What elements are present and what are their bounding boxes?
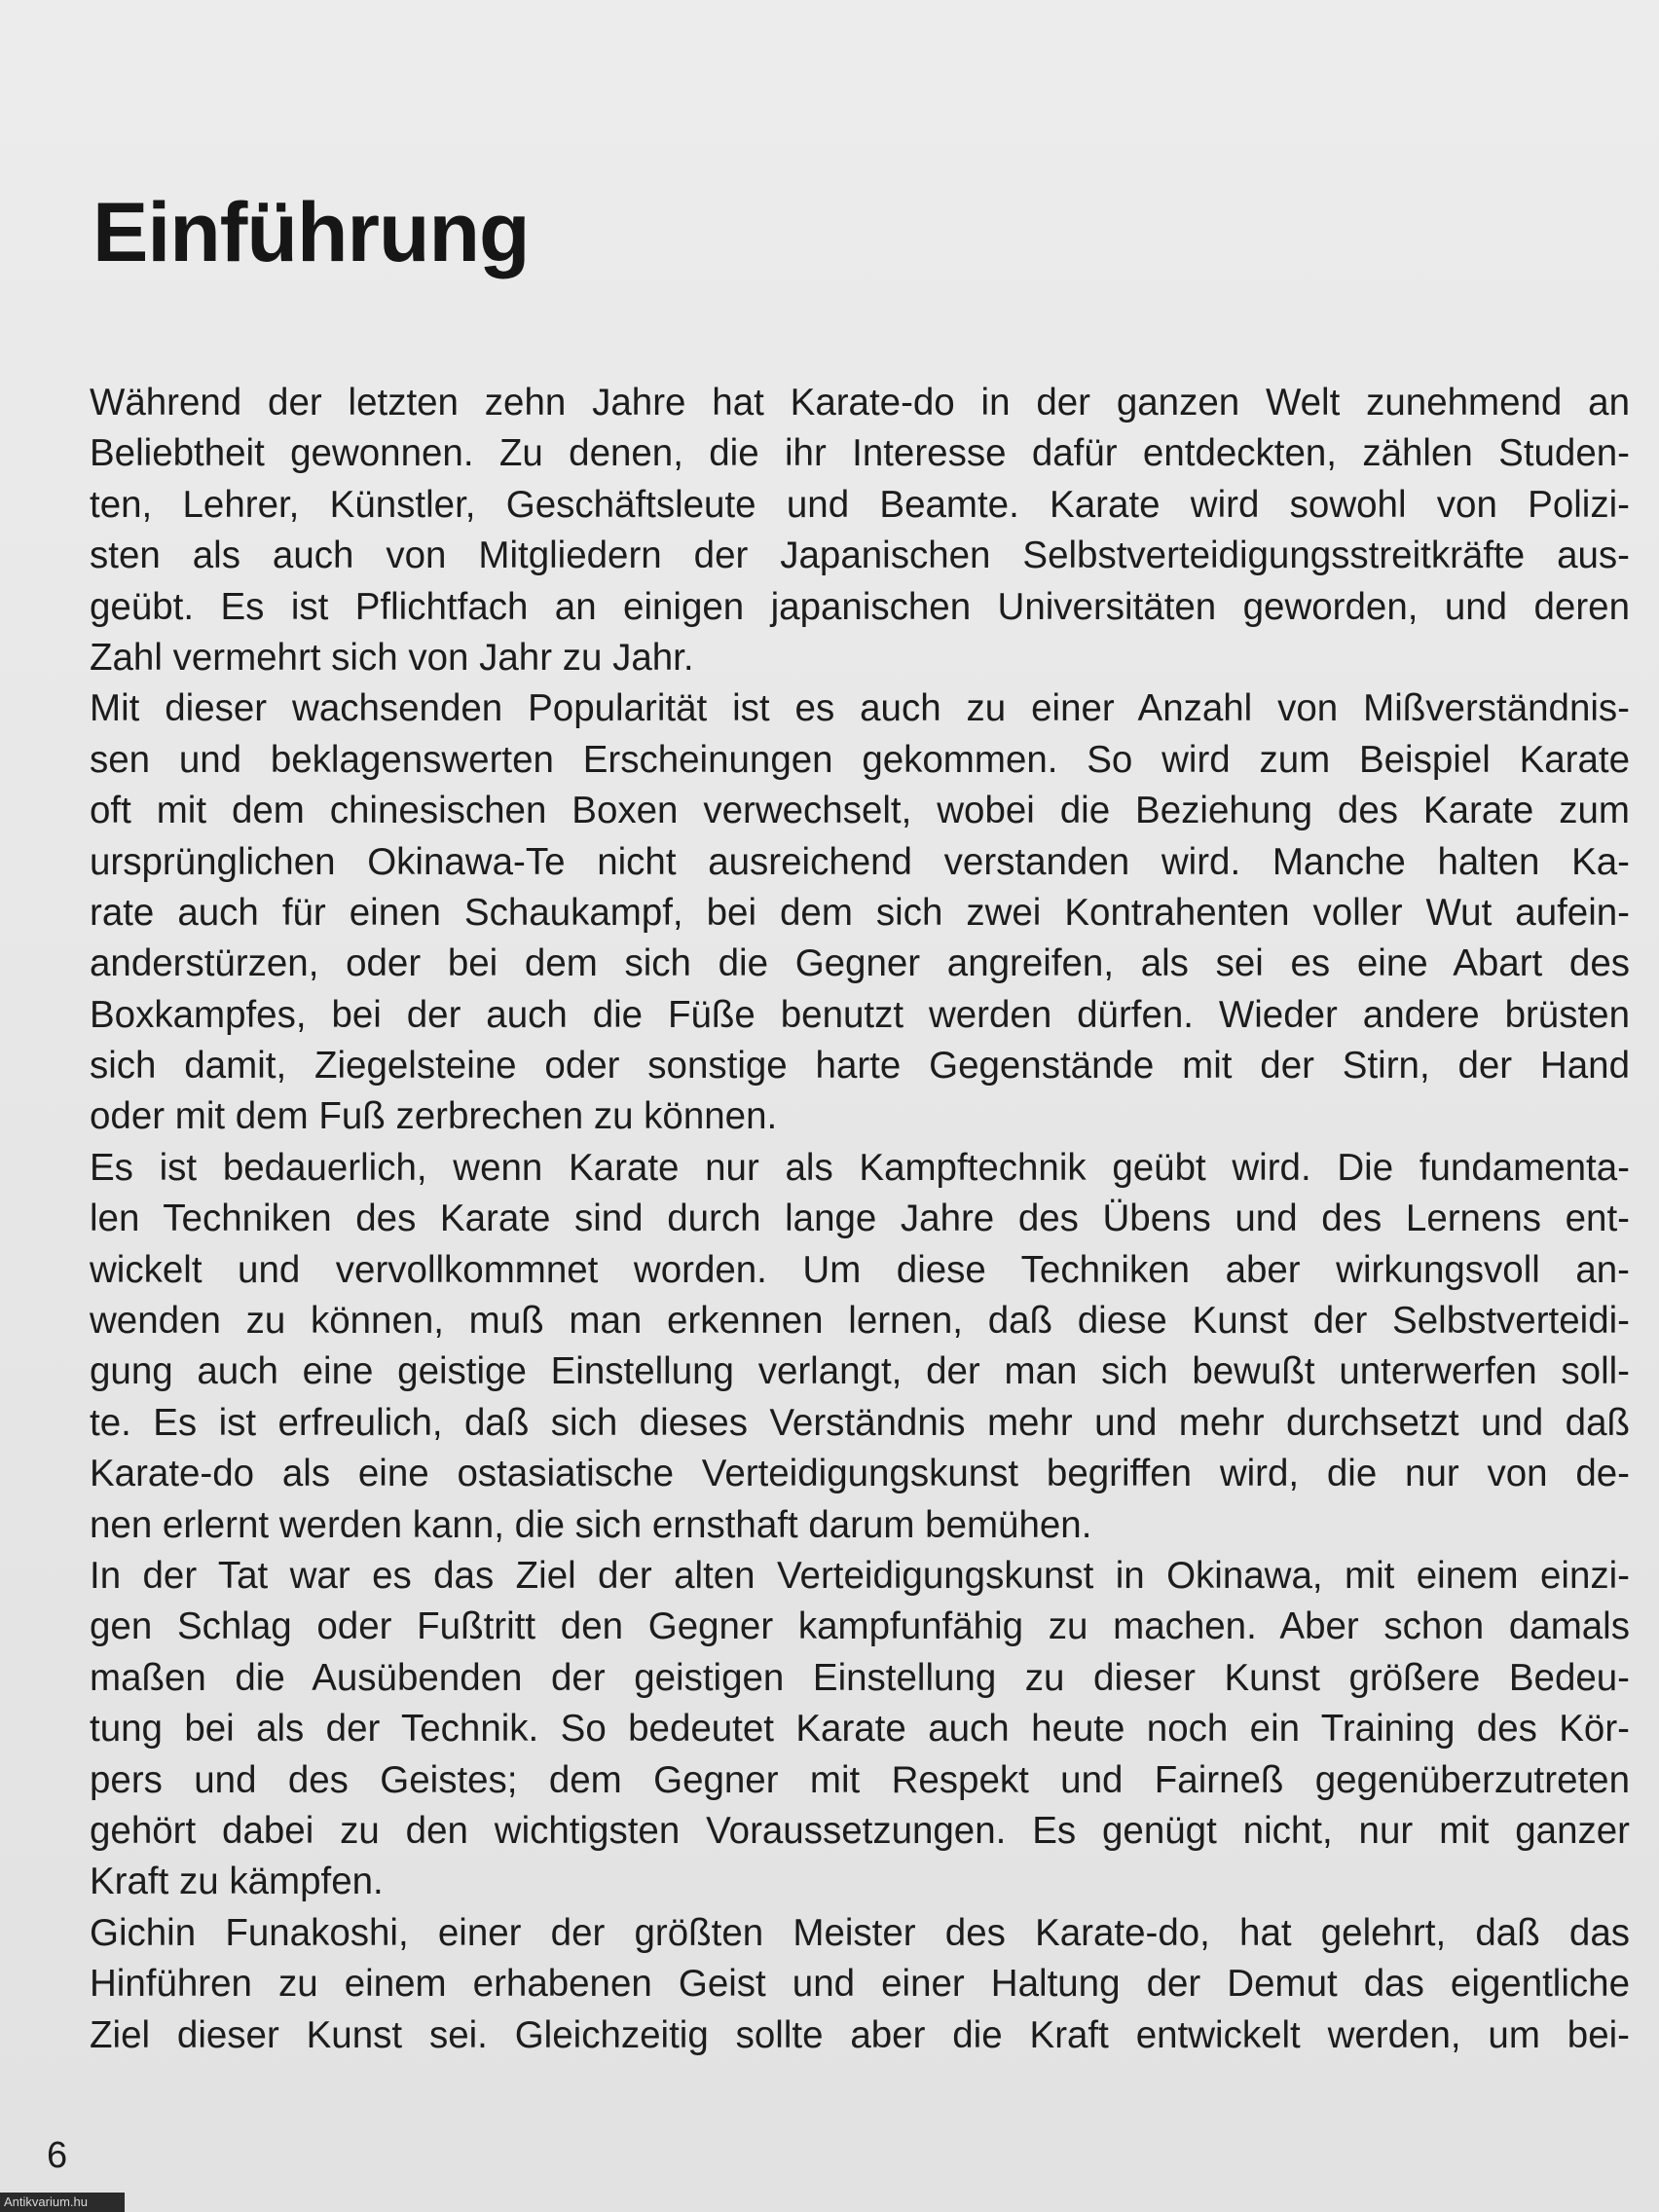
text-line: Hinführen zu einem erhabenen Geist und einer Haltung der Demut das eigentliche — [90, 1963, 1630, 2006]
text-line: Zahl vermehrt sich von Jahr zu Jahr. — [90, 636, 694, 679]
text-line: te. Es ist erfreulich, daß sich dieses Verständnis mehr und mehr durchsetzt und daß — [90, 1401, 1630, 1444]
text-line: gung auch eine geistige Einstellung verlangt, der man sich bewußt unterwerfen soll- — [90, 1350, 1630, 1393]
text-line: Karate-do als eine ostasiatische Verteidigungskunst begriffen wird, die nur von de- — [90, 1453, 1630, 1495]
text-line: Während der letzten zehn Jahre hat Karate-do in der ganzen Welt zunehmend an — [90, 382, 1630, 424]
text-line: len Techniken des Karate sind durch lange Jahre des Übens und des Lernens ent- — [90, 1198, 1630, 1240]
text-line: sen und beklagenswerten Erscheinungen gekommen. So wird zum Beispiel Karate — [90, 738, 1630, 781]
watermark-label: Antikvarium.hu — [0, 2193, 125, 2212]
text-line: ursprünglichen Okinawa-Te nicht ausreichend verstanden wird. Manche halten Ka- — [90, 840, 1630, 883]
chapter-heading: Einführung — [92, 186, 530, 279]
text-line: sich damit, Ziegelsteine oder sonstige harte Gegenstände mit der Stirn, der Hand — [90, 1045, 1630, 1088]
text-line: Mit dieser wachsenden Popularität ist es auch zu einer Anzahl von Mißverständnis- — [90, 687, 1630, 730]
text-line: nen erlernt werden kann, die sich ernsthaft darum bemühen. — [90, 1503, 1092, 1546]
text-line: tung bei als der Technik. So bedeutet Karate auch heute noch ein Training des Kör- — [90, 1708, 1630, 1751]
text-line: wenden zu können, muß man erkennen lernen, daß diese Kunst der Selbstverteidi- — [90, 1300, 1630, 1343]
text-line: Beliebtheit gewonnen. Zu denen, die ihr Interesse dafür entdeckten, zählen Studen- — [90, 432, 1630, 475]
body-text — [90, 378, 1630, 2061]
text-line: gen Schlag oder Fußtritt den Gegner kampfunfähig zu machen. Aber schon damals — [90, 1605, 1630, 1648]
text-line: In der Tat war es das Ziel der alten Verteidigungskunst in Okinawa, mit einem einzi- — [90, 1554, 1630, 1597]
text-line: Kraft zu kämpfen. — [90, 1861, 384, 1903]
text-line: geübt. Es ist Pflichtfach an einigen japanischen Universitäten geworden, und deren — [90, 585, 1630, 628]
text-line: wickelt und vervollkommnet worden. Um diese Techniken aber wirkungsvoll an- — [90, 1248, 1630, 1291]
text-line: gehört dabei zu den wichtigsten Voraussetzungen. Es genügt nicht, nur mit ganzer — [90, 1809, 1630, 1852]
page-number: 6 — [47, 2135, 68, 2176]
text-line: Es ist bedauerlich, wenn Karate nur als Kampftechnik geübt wird. Die fundamenta- — [90, 1146, 1630, 1189]
text-line: Ziel dieser Kunst sei. Gleichzeitig sollte aber die Kraft entwickelt werden, um bei- — [90, 2013, 1630, 2056]
text-line: Boxkampfes, bei der auch die Füße benutzt werden dürfen. Wieder andere brüsten — [90, 993, 1630, 1036]
text-line: pers und des Geistes; dem Gegner mit Respekt und Fairneß gegenüberzutreten — [90, 1758, 1630, 1801]
text-line: Gichin Funakoshi, einer der größten Meister des Karate-do, hat gelehrt, daß das — [90, 1911, 1630, 1954]
text-line: oder mit dem Fuß zerbrechen zu können. — [90, 1095, 778, 1138]
text-line: rate auch für einen Schaukampf, bei dem sich zwei Kontrahenten voller Wut aufein- — [90, 891, 1630, 934]
text-line: sten als auch von Mitgliedern der Japanischen Selbstverteidigungsstreitkräfte aus- — [90, 535, 1630, 577]
text-line: anderstürzen, oder bei dem sich die Gegner angreifen, als sei es eine Abart des — [90, 942, 1630, 985]
text-line: maßen die Ausübenden der geistigen Einstellung zu dieser Kunst größere Bedeu- — [90, 1656, 1630, 1699]
text-line: oft mit dem chinesischen Boxen verwechselt, wobei die Beziehung des Karate zum — [90, 790, 1630, 832]
text-line: ten, Lehrer, Künstler, Geschäftsleute und Beamte. Karate wird sowohl von Polizi- — [90, 483, 1630, 526]
